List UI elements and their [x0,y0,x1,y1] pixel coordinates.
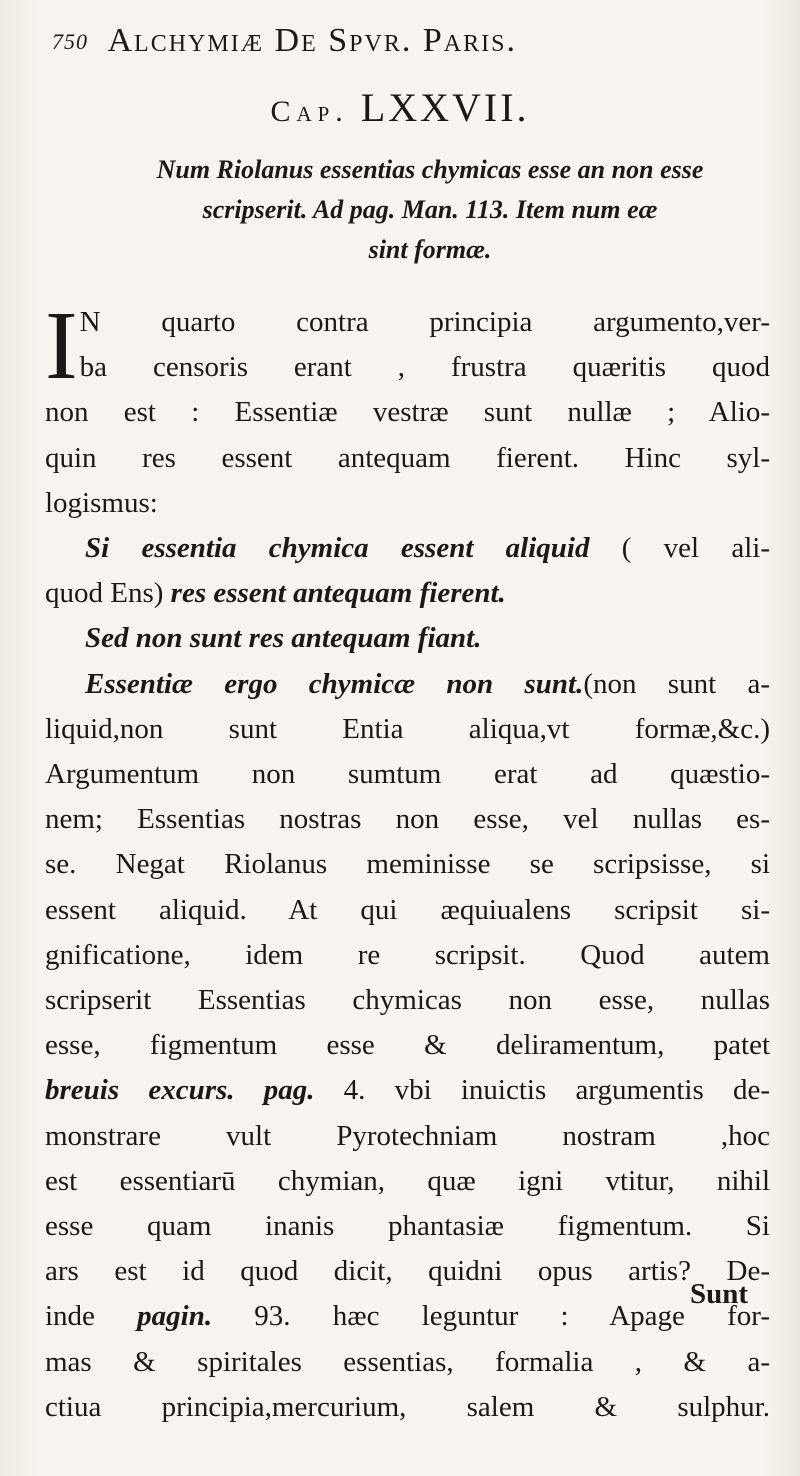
text-line: est essentiarū chymian, quæ igni vtitur, nihil [45,1164,770,1197]
text-line [45,571,770,616]
text-line: ars est id quod dicit, quidni opus artis? De- [45,1255,770,1288]
roman-text: (non sunt a- [583,667,770,700]
summary-line: scripserit. Ad pag. Man. 113. Item num eæ [202,195,658,224]
text-line: ctiua principia,mercurium, salem & sulphur. [45,1390,770,1423]
chapter-label: Cap. [270,95,349,128]
text-line: mas & spiritales essentias, formalia , & a- [45,1345,770,1378]
running-title: Alchymiæ De Spvr. Paris. [107,22,517,59]
text-line: logismus: [45,486,158,519]
text-line: scripserit Essentias chymicas non esse, nullas [45,984,770,1017]
summary-line: Num Riolanus essentias chymicas esse an non esse [156,155,704,184]
running-head [52,22,772,78]
text-line: se. Negat Riolanus meminisse se scripsisse, si [45,848,770,881]
chapter-heading [0,84,800,131]
text-line [45,526,770,571]
roman-text: inde [45,1300,138,1333]
text-line: monstrare vult Pyrotechniam nostram ,hoc [45,1119,770,1152]
body-text [45,292,770,1430]
text-line: esse quam inanis phantasiæ figmentum. Si [45,1210,770,1243]
text-line: ba censoris erant , frustra quæritis quod [79,351,770,384]
italic-text: res essent antequam fierent. [170,577,506,610]
catchword: Sunt [690,1278,749,1310]
text-line: liquid,non sunt Entia aliqua,vt formæ,&c.) [45,712,770,745]
italic-text: pagin. [137,1300,213,1333]
text-line: gnificatione, idem re scripsit. Quod autem [45,938,770,971]
roman-text: quod Ens) [45,577,171,610]
text-line: essent aliquid. At qui æquiualens scripsit si- [45,893,770,926]
text-line: esse, figmentum esse & deliramentum, patet [45,1029,770,1062]
text-line [45,616,770,661]
text-line [45,1068,770,1113]
chapter-summary [90,150,770,270]
text-line: nem; Essentias nostras non esse, vel nullas es- [45,803,770,836]
italic-text: breuis excurs. pag. [45,1074,315,1107]
summary-line: sint formæ. [368,235,492,264]
text-line [45,1294,770,1339]
page-number: 750 [52,29,88,54]
text-line: Argumentum non sumtum erat ad quæstio- [45,758,770,791]
text-line: non est : Essentiæ vestræ sunt nullæ ; Alio- [45,396,770,429]
text-line: quin res essent antequam fierent. Hinc syl- [45,441,770,474]
italic-text: Sed non sunt res antequam fiant. [85,622,482,655]
roman-text: 4. vbi inuictis argumentis de- [314,1074,770,1107]
text-line: N quarto contra principia argumento,ver- [79,306,770,338]
italic-text: Si essentia chymica essent aliquid [85,532,590,565]
text-line [45,662,770,707]
roman-text: ( vel ali- [589,532,770,565]
italic-text: Essentiæ ergo chymicæ non sunt. [85,667,584,700]
chapter-number: LXXVII. [360,85,530,130]
roman-text: 93. hæc leguntur : Apage for- [212,1300,770,1333]
drop-cap: I [45,292,78,400]
